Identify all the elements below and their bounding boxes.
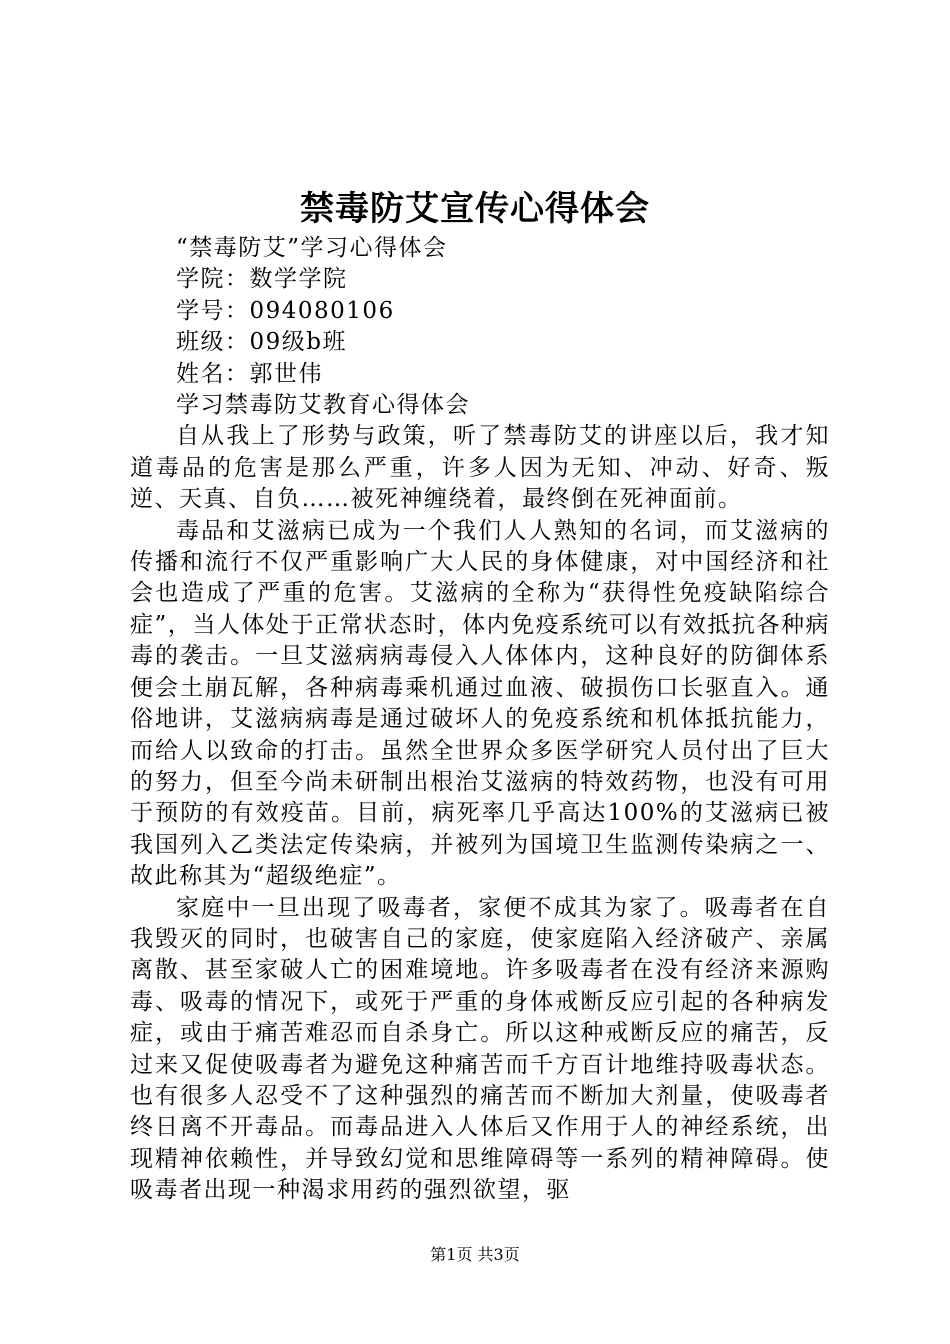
header-line: 学号：094080106 [176,297,395,324]
body-paragraph: 毒品和艾滋病已成为一个我们人人熟知的名词，而艾滋病的传播和流行不仅严重影响广大人民的身体健康，对中国经济和社会也造成了严重的危害。艾滋病的全称为“获得性免疫缺陷综合症”，当人体处于正常状态时，体内免疫系统可以有效抵抗各种病毒的袭击。一旦艾滋病病毒侵入人体体内，这种良好的防御体系便会土崩瓦解，各种病毒乘机通过血液、破损伤口长驱直入。通俗地讲，艾滋病病毒是通过破坏人的免疫系统和机体抵抗能力，而给人以致命的打击。虽然全世界众多医学研究人员付出了巨大的努力，但至今尚未研制出根治艾滋病的特效药物，也没有可用于预防的有效疫苗。目前，病死率几乎高达100%的艾滋病已被我国列入乙类法定传染病，并被列为国境卫生监测传染病之一、故此称其为“超级绝症”。 [130,517,830,890]
header-line: 姓名：郭世伟 [176,360,323,387]
document-title: 禁毒防艾宣传心得体会 [300,189,650,229]
page-footer: 第1页 共3页 [430,1245,520,1264]
header-line: 学院：数学学院 [176,266,348,293]
header-line: “禁毒防艾”学习心得体会 [176,235,448,261]
body-paragraph: 自从我上了形势与政策，听了禁毒防艾的讲座以后，我才知道毒品的危害是那么严重，许多人因为无知、冲动、好奇、叛逆、天真、自负……被死神缠绕着，最终倒在死神面前。 [130,423,830,513]
header-line: 学习禁毒防艾教育心得体会 [176,392,470,419]
body-paragraph: 家庭中一旦出现了吸毒者，家便不成其为家了。吸毒者在自我毁灭的同时，也破害自己的家庭，使家庭陷入经济破产、亲属离散、甚至家破人亡的困难境地。许多吸毒者在没有经济来源购毒、吸毒的情况下，或死于严重的身体戒断反应引起的各种病发症，或由于痛苦难忍而自杀身亡。所以这种戒断反应的痛苦，反过来又促使吸毒者为避免这种痛苦而千方百计地维持吸毒状态。也有很多人忍受不了这种强烈的痛苦而不断加大剂量，使吸毒者终日离不开毒品。而毒品进入人体后又作用于人的神经系统，出现精神依赖性，并导致幻觉和思维障碍等一系列的精神障碍。使吸毒者出现一种渴求用药的强烈欲望，驱 [130,894,830,1204]
document-body [130,233,830,1207]
header-line: 班级：09级b班 [176,329,347,356]
